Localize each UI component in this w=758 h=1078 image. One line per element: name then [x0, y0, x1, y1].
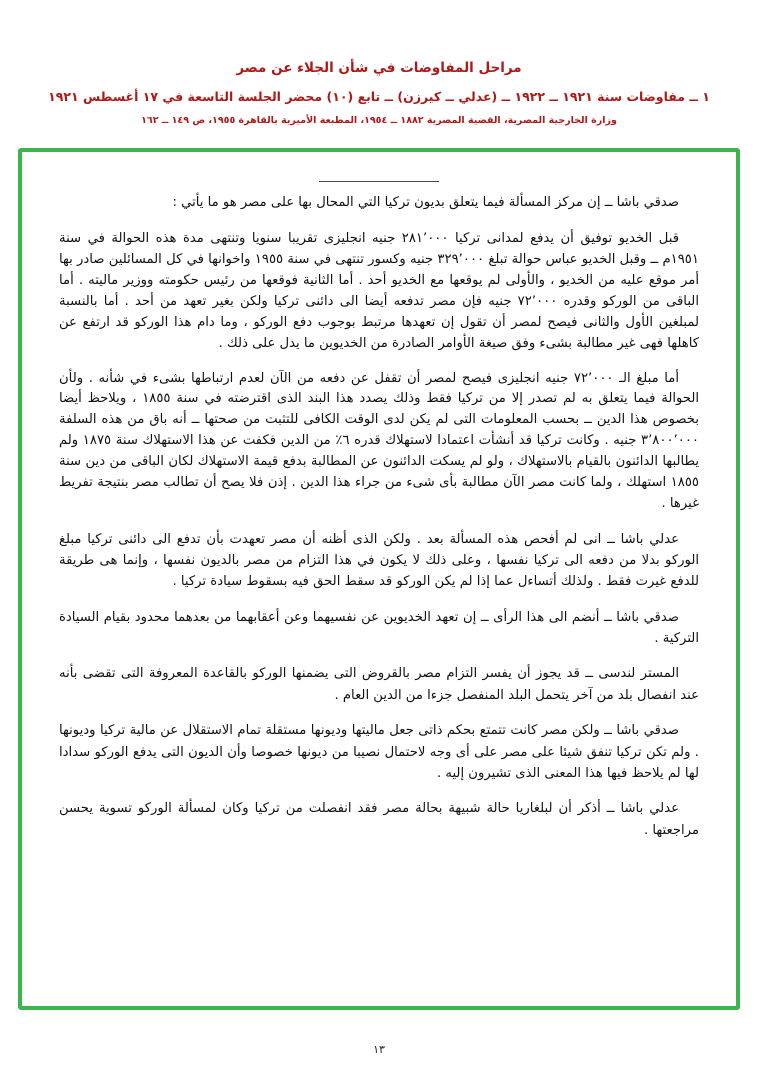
- page-title: مراحل المفاوضات في شأن الجلاء عن مصر: [236, 60, 522, 76]
- source-citation: وزارة الخارجية المصرية، القضية المصرية ١٨٨٢ ــ ١٩٥٤، المطبعة الأميرية بالقاهرة ١٩٥٥، ص ١٤٩ ــ ١٦٢: [141, 115, 617, 126]
- paragraph: قبل الخديو توفيق أن يدفع لمدانى تركيا ٢٨١٬٠٠٠ جنيه انجليزى تقريبا سنويا وتنتهى مدة هذه الحوالة في سنة ١٩٥١م ــ وقبل الخديو عباس حوالة تبلغ ٣٢٩٬٠٠٠ جنيه وكسور تنتهى في سنة ١٩٥٥ واخوانها في كل المسائلين صادر بها أمر موقع عليه من الخديو ، والأولى لم يوقعها مع الخديو أحد . أما الثانية فوقعها من رئيس حكومته ووزير ماليته . أما الباقى من الوركو وقدره ٧٢٬٠٠٠ جنيه فإن مصر تدفعه أيضا الى دائنى تركيا ولكن بغير تعهد من أحد . أما بالنسبة لمبلغين الأول والثانى فيصح لمصر أن تقول إن تعهدها مرتبط بوجوب دفع الوركو ، وما دام هذا الوركو قد ارتفع عن كاهلها فهى غير مطالبة بشىء وفق صيغة الأوامر الصادرة من الخديوين ما يدل على ذلك .: [59, 231, 699, 351]
- paragraph: المستر لندسى ــ قد يجوز أن يفسر التزام مصر بالقروض التى يضمنها الوركو بالقاعدة المعروفة التى تقضى بأنه عند انفصال بلد من آخر يتحمل البلد المنفصل جزءا من الدين العام .: [59, 666, 699, 703]
- paragraph: عدلي باشا ــ أذكر أن لبلغاريا حالة شبيهة بحالة مصر فقد انفصلت من تركيا وكان لمسألة الوركو تسوية يحسن مراجعتها .: [59, 801, 699, 838]
- document-header: [0, 0, 758, 126]
- page-number: ١٣: [373, 1043, 385, 1056]
- divider-rule: [319, 181, 439, 182]
- paragraph: صدقي باشا ــ إن مركز المسألة فيما يتعلق بديون تركيا التي المحال بها على مصر هو ما يأتي :: [172, 195, 679, 210]
- paragraph: عدلي باشا ــ انى لم أفحص هذه المسألة بعد . ولكن الذى أظنه أن مصر تعهدت بأن تدفع الى دائنى تركيا مبلغ الوركو بدلا من دفعه الى تركيا نفسها ، وعلى ذلك لا يكون في هذا التزام من مصر بالديون نفسها ، وإنما هى طريقة للدفع غيرت فقط . ولذلك أتساءل عما إذا لم يكن الوركو قد سقط الحق فيه بسقوط سيادة تركيا .: [59, 531, 699, 590]
- paragraph: أما مبلغ الـ ٧٢٬٠٠٠ جنيه انجليزى فيصح لمصر أن تقفل عن دفعه من الآن لعدم ارتباطها بشىء في شأنه . ولأن الحوالة فيما يتعلق به لم تصدر إلا من تركيا فقط وذلك يصدد هذا البند الذى اقترضته في سنة ١٨٥٥ ، ويلاحظ أيضا بخصوص هذا الدين ــ بحسب المعلومات التى لم يكن لدى الوقت الكافى للتثبت من صحتها ــ أنه باق من هذه السلفة ٣٬٨٠٠٬٠٠٠ جنيه . وكانت تركيا قد أنشأت اعتمادا لاستهلاك قدره ٦٪ من الدين فكفت عن هذا الاستهلاك سنة ١٨٧٥ ولم يطالبها الدائنون بالقيام بالاستهلاك ، ولو لم يسكت الدائنون عن المطالبة بدفع قيمة الاستهلاك لكان الباقى من دين سنة ١٨٥٥ استهلك ، ولما كانت مصر الآن مطالبة بأى شىء من جراء هذا الدين . إذن فلا يصح أن تطالب مصر بنتيجة تفريط غيرها .: [59, 370, 700, 511]
- page-subtitle: ١ ــ مفاوضات سنة ١٩٢١ ــ ١٩٢٢ ــ (عدلي ــ كيرزن) ــ تابع (١٠) محضر الجلسة التاسعة في ١٧ أغسطس ١٩٢١: [48, 89, 710, 104]
- content-area: [28, 158, 730, 1000]
- content-frame: [18, 148, 740, 1010]
- paragraph: صدقي باشا ــ ولكن مصر كانت تتمتع بحكم ذاتى جعل ماليتها وديونها مستقلة تمام الاستقلال عن مالية تركيا وديونها . ولم تكن تركيا تنفق شيئا على مصر على أى وجه لاحتمال نصيبا من ديونها خصوصا وأن الديون التى يدفع الوركو سدادا لها لم يلاحظ فيها هذا المعنى الذى تشيرون إليه .: [59, 723, 699, 781]
- paragraph: صدقي باشا ــ أنضم الى هذا الرأى ــ إن تعهد الخديوين عن نفسيهما وعن أعقابهما من بعدهما محدود بقيام السيادة التركية .: [59, 609, 699, 647]
